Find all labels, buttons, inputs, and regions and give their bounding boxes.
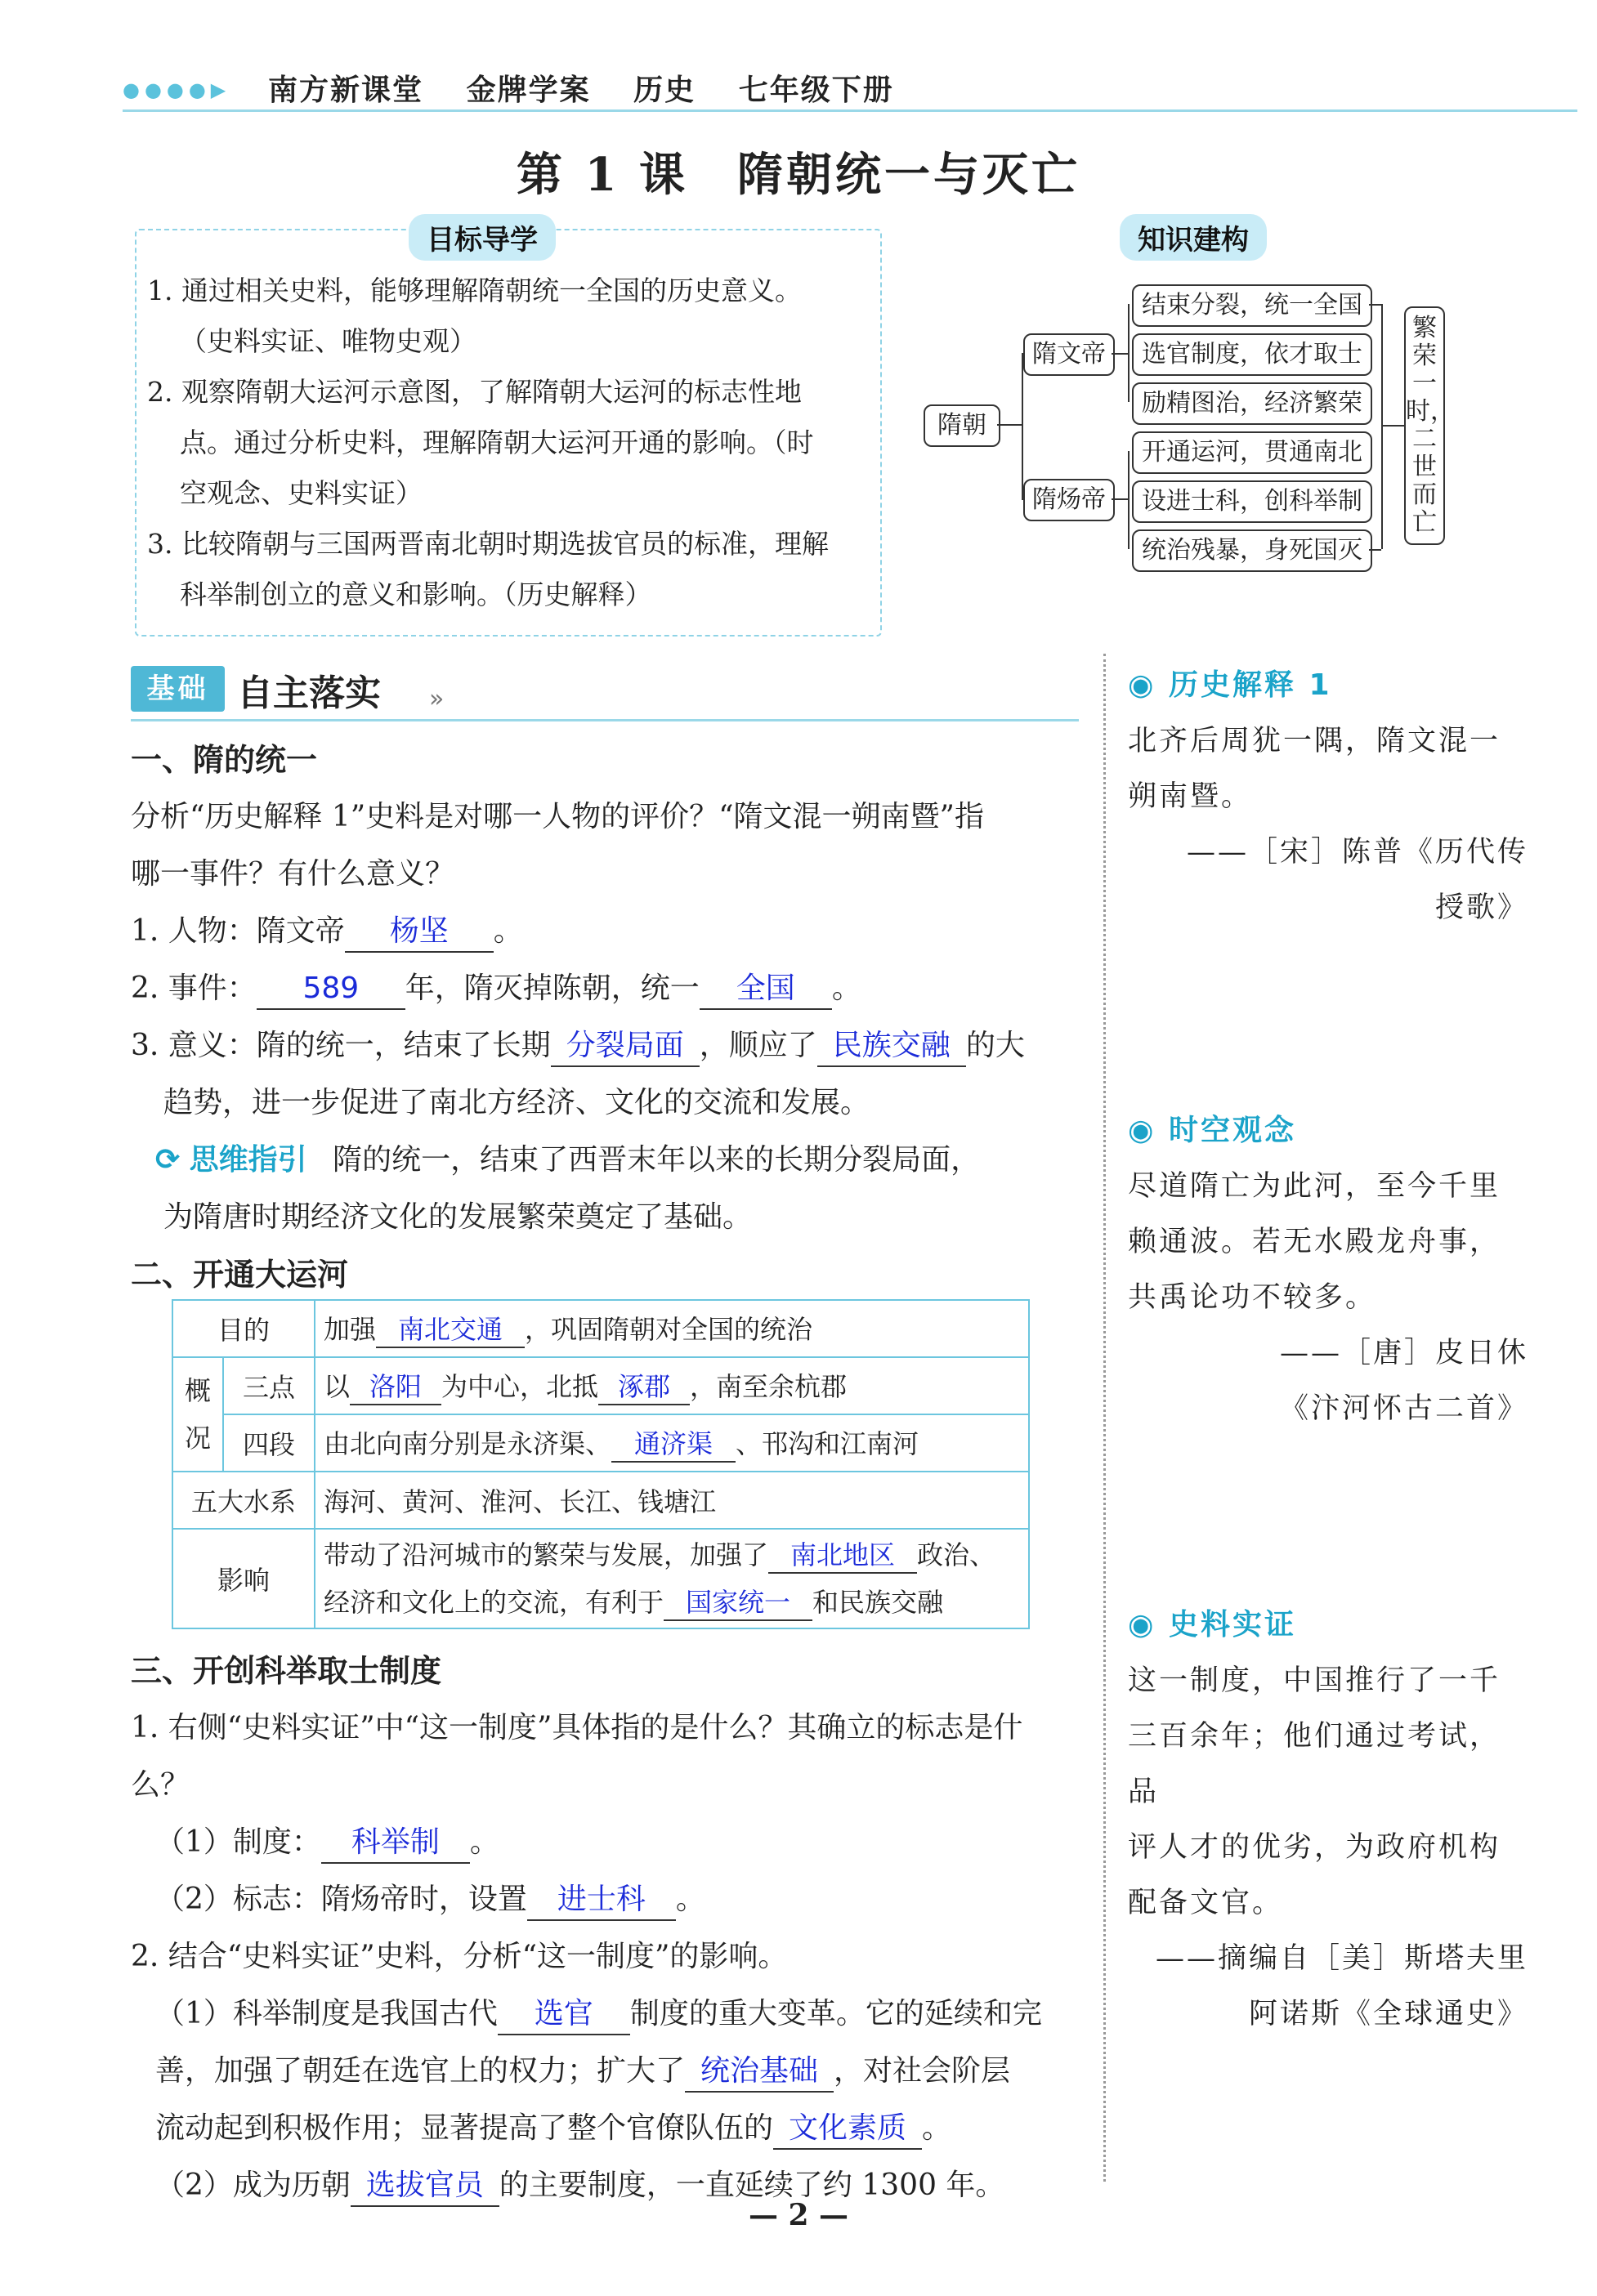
section-title: 自主落实	[237, 672, 381, 714]
text: 历史解释 1	[1168, 668, 1332, 702]
answer-blank: 选官	[498, 1994, 630, 2035]
header-dots-decoration: ●●●●▶	[123, 78, 231, 101]
text: （2）标志：隋炀帝时，设置	[155, 1883, 527, 1916]
part3	[131, 1642, 1079, 2214]
quote-source: ——摘编自［美］斯塔夫里	[1155, 1942, 1528, 1975]
answer-blank: 全国	[700, 969, 832, 1010]
sidebar-divider	[1103, 654, 1106, 2182]
table-cell	[315, 1529, 1029, 1628]
text: 由北向南分别是永济渠、	[324, 1428, 612, 1459]
connector	[1381, 304, 1383, 549]
text: 以	[324, 1371, 351, 1402]
part3-q2a-cont	[131, 2100, 1079, 2157]
table-cell	[315, 1300, 1029, 1357]
part3-q1: 1. 右侧“史料实证”中“这一制度”具体指的是什么？其确立的标志是什么？	[131, 1711, 1023, 1802]
connector	[1112, 498, 1128, 500]
sidebar-heading	[1128, 1597, 1528, 1653]
row-label: 影响	[172, 1529, 315, 1628]
text: 和民族交融	[812, 1587, 944, 1618]
part1-question: 分析“历史解释 1”史料是对哪一人物的评价？“隋文混一朔南暨”指	[131, 800, 984, 833]
mindmap-item: 设进士科，创科举制	[1132, 480, 1372, 523]
quote-line: 北齐后周犹一隅，隋文混一	[1128, 725, 1501, 757]
answer-blank: 科举制	[321, 1823, 470, 1864]
mindmap-item: 开通运河，贯通南北	[1132, 431, 1372, 474]
table-row	[172, 1472, 1029, 1529]
table-row	[172, 1300, 1029, 1357]
table-row	[172, 1357, 1029, 1414]
text: ，巩固隋朝对全国的统治	[525, 1314, 813, 1345]
table-cell	[315, 1414, 1029, 1472]
quote-line: 这一制度，中国推行了一千	[1128, 1664, 1501, 1697]
part1-item-meaning-cont: 趋势，进一步促进了南北方经济、文化的交流和发展。	[163, 1086, 870, 1119]
mindmap-item: 选官制度，依才取士	[1132, 333, 1372, 376]
target-icon: ◉	[1128, 1608, 1156, 1642]
answer-blank: 589	[257, 969, 405, 1010]
part1-item-meaning	[131, 1017, 1079, 1074]
answer-blank: 进士科	[527, 1880, 676, 1921]
part3-q1b	[131, 1871, 1079, 1928]
text: 。	[831, 972, 861, 1005]
quote-source: 阿诺斯《全球通史》	[1248, 1998, 1528, 2030]
mindmap-item: 结束分裂，统一全国	[1132, 284, 1372, 327]
goals-list	[147, 266, 866, 620]
section-tag-basic: 基础	[131, 666, 225, 712]
text: 2. 事件：	[131, 972, 257, 1005]
grade-name: 七年级下册	[738, 74, 894, 107]
text: （1）制度：	[155, 1825, 321, 1859]
running-header	[268, 67, 925, 109]
series-name: 南方新课堂	[268, 74, 424, 107]
mindmap-item: 励精图治，经济繁荣	[1132, 382, 1372, 425]
mindmap-heading: 知识建构	[1120, 214, 1267, 261]
part3-q2a	[131, 1986, 1079, 2043]
part2-heading: 二、开通大运河	[131, 1257, 349, 1293]
text: 。	[675, 1883, 705, 1916]
answer-blank: 统治基础	[685, 2052, 834, 2093]
goals-heading: 目标导学	[409, 214, 556, 261]
connector	[997, 424, 1022, 426]
chevron-right-icon: »	[429, 685, 445, 713]
text: 年，隋灭掉陈朝，统一	[405, 972, 700, 1005]
answer-blank: 南北交通	[376, 1312, 525, 1348]
section-rule	[131, 719, 1079, 721]
text: 。	[922, 2111, 952, 2145]
quote-line: 评人才的优劣，为政府机构	[1128, 1831, 1501, 1864]
connector	[1128, 304, 1130, 402]
answer-blank: 通济渠	[611, 1427, 736, 1463]
connector	[1022, 353, 1023, 500]
page-number: — 2 —	[748, 2198, 849, 2232]
mindmap-item: 统治残暴，身死国灭	[1132, 529, 1372, 572]
goal-line: 点。通过分析史料，理解隋朝大运河开通的影响。（时	[180, 427, 814, 458]
part3-q1a	[131, 1814, 1079, 1871]
mindmap-wendi: 隋文帝	[1023, 333, 1115, 376]
connector	[1369, 549, 1381, 551]
quote-line: 共禹论功不较多。	[1128, 1281, 1377, 1314]
goal-line: 2. 观察隋朝大运河示意图，了解隋朝大运河的标志性地	[147, 376, 802, 408]
text: （1）科举制度是我国古代	[155, 1997, 498, 2030]
connector	[1381, 425, 1404, 427]
quote-source: ——［宋］陈普《历代传	[1186, 836, 1528, 869]
connector	[1369, 304, 1381, 306]
text: ，对社会阶层	[834, 2054, 1011, 2088]
table-row	[172, 1529, 1029, 1628]
quote-line: 赖通波。若无水殿龙舟事，	[1128, 1226, 1501, 1258]
mindmap-yangdi: 隋炀帝	[1023, 479, 1115, 521]
part3-q2: 2. 结合“史料实证”史料，分析“这一制度”的影响。	[131, 1940, 788, 1973]
row-label: 目的	[172, 1300, 315, 1357]
lesson-title: 第 1 课 隋朝统一与灭亡	[517, 148, 1080, 202]
connector	[1112, 353, 1128, 355]
quote-line: 配备文官。	[1128, 1887, 1284, 1919]
text: 时空观念	[1168, 1114, 1296, 1147]
text: ，顺应了	[699, 1029, 817, 1062]
row-label: 四段	[223, 1414, 315, 1472]
quote-line: 朔南暨。	[1128, 780, 1253, 813]
text: （2）成为历朝	[155, 2169, 351, 2202]
text: 制度的重大变革。它的延续和完	[629, 1997, 1042, 2030]
text: 流动起到积极作用；显著提高了整个官僚队伍的	[155, 2111, 774, 2145]
target-icon: ◉	[1128, 1114, 1156, 1147]
text: 。	[469, 1825, 499, 1859]
text: 善，加强了朝廷在选官上的权力；扩大了	[155, 2054, 686, 2088]
mindmap-root: 隋朝	[924, 404, 1000, 447]
answer-blank: 洛阳	[350, 1369, 441, 1405]
answer-blank: 选拔官员	[351, 2166, 499, 2207]
part1-question: 哪一事件？有什么意义？	[131, 857, 455, 891]
refresh-icon: ⟳	[155, 1143, 181, 1177]
table-cell	[315, 1357, 1029, 1414]
part1-item-event	[131, 960, 1079, 1017]
row-label: 五大水系	[172, 1472, 315, 1529]
answer-blank: 杨坚	[345, 912, 494, 953]
answer-blank: 文化素质	[773, 2109, 922, 2150]
text: 史料实证	[1168, 1608, 1296, 1642]
text: 加强	[324, 1314, 377, 1345]
text: 带动了沿河城市的繁荣与发展，加强了	[324, 1539, 769, 1570]
row-label: 三点	[223, 1357, 315, 1414]
answer-blank: 南北地区	[768, 1538, 917, 1574]
goal-line: 科举制创立的意义和影响。（历史解释）	[180, 578, 652, 610]
table-cell: 海河、黄河、淮河、长江、钱塘江	[315, 1472, 1029, 1529]
text: 政治、	[917, 1539, 996, 1570]
sidebar-spacetime	[1128, 1103, 1528, 1436]
thinking-guide-text: 为隋唐时期经济文化的发展繁荣奠定了基础。	[163, 1200, 753, 1234]
quote-source: 授歌》	[1434, 891, 1528, 924]
text: 为中心，北抵	[441, 1371, 599, 1402]
canal-table	[172, 1299, 1030, 1629]
sidebar-heading	[1128, 1103, 1528, 1159]
goal-line: 3. 比较隋朝与三国两晋南北朝时期选拔官员的标准，理解	[147, 528, 829, 560]
answer-blank: 国家统一	[664, 1585, 812, 1621]
book-name: 金牌学案	[466, 74, 591, 107]
mindmap-summary: 繁荣一时，二世而亡	[1404, 306, 1445, 545]
row-label: 概况	[172, 1357, 223, 1472]
sidebar-evidence	[1128, 1597, 1528, 2042]
quote-source: ——［唐］皮日休	[1279, 1337, 1528, 1369]
text: ，南至余杭郡	[690, 1371, 848, 1402]
text: 经济和文化上的交流，有利于	[324, 1587, 664, 1618]
goal-line: 空观念、史料实证）	[180, 477, 423, 509]
part3-q2a-cont	[131, 2043, 1079, 2100]
subject-name: 历史	[633, 74, 696, 107]
goal-line: （史料实证、唯物史观）	[180, 325, 476, 357]
quote-line: 三百余年；他们通过考试，品	[1128, 1720, 1501, 1808]
text: 3. 意义：隋的统一，结束了长期	[131, 1029, 551, 1062]
part1-item-person	[131, 903, 1079, 960]
answer-blank: 分裂局面	[551, 1026, 700, 1067]
goal-line: 1. 通过相关史料，能够理解隋朝统一全国的历史意义。	[147, 275, 802, 306]
connector	[1128, 451, 1130, 549]
answer-blank: 民族交融	[817, 1026, 966, 1067]
thinking-guide-text: 隋的统一，结束了西晋末年以来的长期分裂局面，	[333, 1143, 981, 1177]
part3-heading: 三、开创科举取士制度	[131, 1653, 442, 1689]
text: 、邗沟和江南河	[736, 1428, 919, 1459]
header-rule	[123, 109, 1577, 112]
quote-source: 《汴河怀古二首》	[1279, 1392, 1528, 1425]
text: 的大	[965, 1029, 1025, 1062]
part1-heading: 一、隋的统一	[131, 742, 318, 778]
text: 。	[493, 914, 523, 948]
part1	[131, 731, 1079, 1303]
sidebar-history-explanation	[1128, 658, 1528, 936]
target-icon: ◉	[1128, 668, 1156, 702]
text: 1. 人物：隋文帝	[131, 914, 345, 948]
sidebar-heading	[1128, 658, 1528, 713]
thinking-guide	[131, 1132, 1079, 1189]
thinking-guide-label: 思维指引	[189, 1143, 307, 1177]
answer-blank: 涿郡	[598, 1369, 690, 1405]
table-row	[172, 1414, 1029, 1472]
text: 的主要制度，一直延续了约 1300 年。	[499, 2169, 1005, 2202]
quote-line: 尽道隋亡为此河，至今千里	[1128, 1170, 1501, 1203]
